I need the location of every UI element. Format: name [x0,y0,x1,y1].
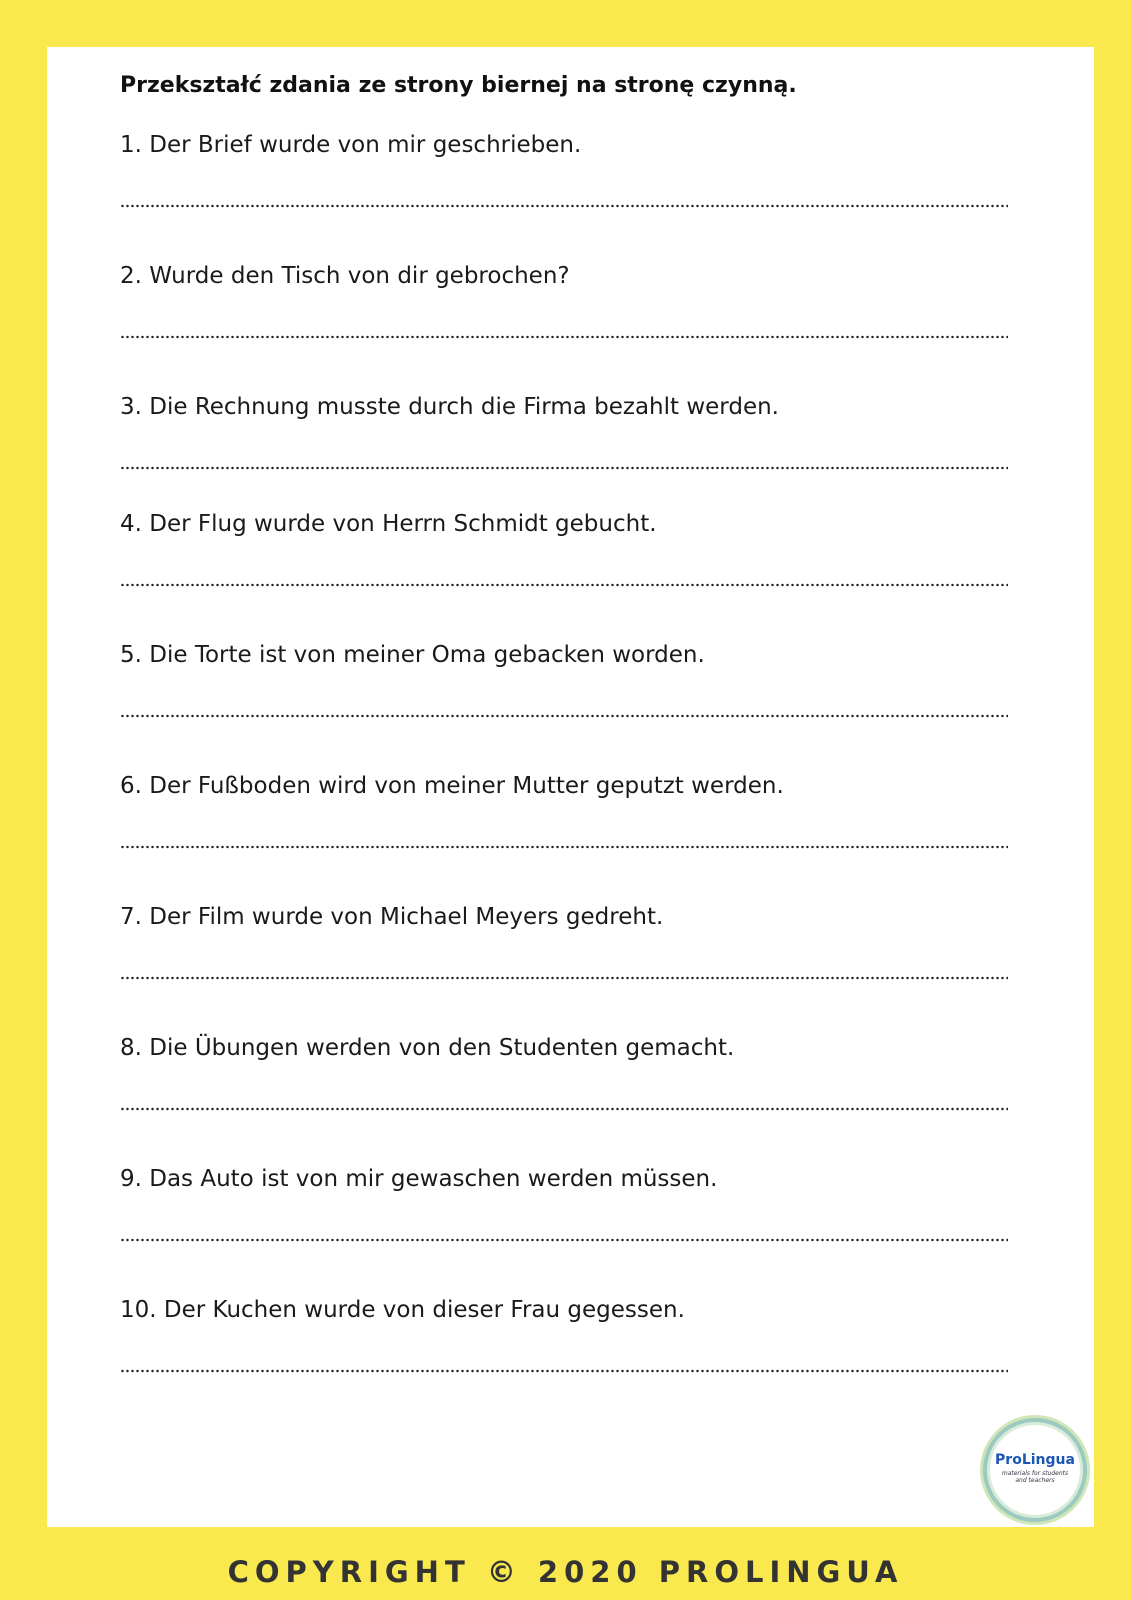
answer-line [120,1106,1008,1112]
exercise-sentence: 4. Der Flug wurde von Herrn Schmidt gebucht. [120,511,657,537]
exercise-item [120,1165,1008,1243]
exercise-sentence: 3. Die Rechnung musste durch die Firma bezahlt werden. [120,394,779,420]
exercise-item [120,393,1008,471]
exercise-item [120,510,1008,588]
answer-line [120,844,1008,850]
exercise-sentence: 9. Das Auto ist von mir gewaschen werden müssen. [120,1166,718,1192]
exercise-item [120,1034,1008,1112]
answer-line [120,713,1008,719]
exercise-sentence: 1. Der Brief wurde von mir geschrieben. [120,132,582,158]
exercise-sentence: 10. Der Kuchen wurde von dieser Frau gegessen. [120,1297,685,1323]
answer-line [120,334,1008,340]
answer-line [120,203,1008,209]
copyright-footer: COPYRIGHT © 2020 PROLINGUA [227,1555,904,1589]
answer-line [120,465,1008,471]
answer-line [120,582,1008,588]
exercise-item [120,262,1008,340]
worksheet [47,47,1094,1527]
answer-line [120,1237,1008,1243]
prolingua-logo [983,1418,1087,1522]
exercise-item [120,772,1008,850]
exercise-item [120,1296,1008,1374]
answer-line [120,1368,1008,1374]
logo-tagline: materials for students and teachers [1001,1470,1069,1484]
exercise-item [120,903,1008,981]
instruction-heading: Przekształć zdania ze strony biernej na stronę czynną. [120,73,797,98]
exercise-item [120,641,1008,719]
exercise-sentence: 5. Die Torte ist von meiner Oma gebacken worden. [120,642,705,668]
exercise-sentence: 8. Die Übungen werden von den Studenten gemacht. [120,1035,735,1061]
exercise-sentence: 6. Der Fußboden wird von meiner Mutter geputzt werden. [120,773,784,799]
exercise-sentence: 7. Der Film wurde von Michael Meyers gedreht. [120,904,664,930]
logo-name: ProLingua [995,1452,1075,1468]
answer-line [120,975,1008,981]
exercise-item [120,131,1008,209]
exercise-sentence: 2. Wurde den Tisch von dir gebrochen? [120,263,570,289]
